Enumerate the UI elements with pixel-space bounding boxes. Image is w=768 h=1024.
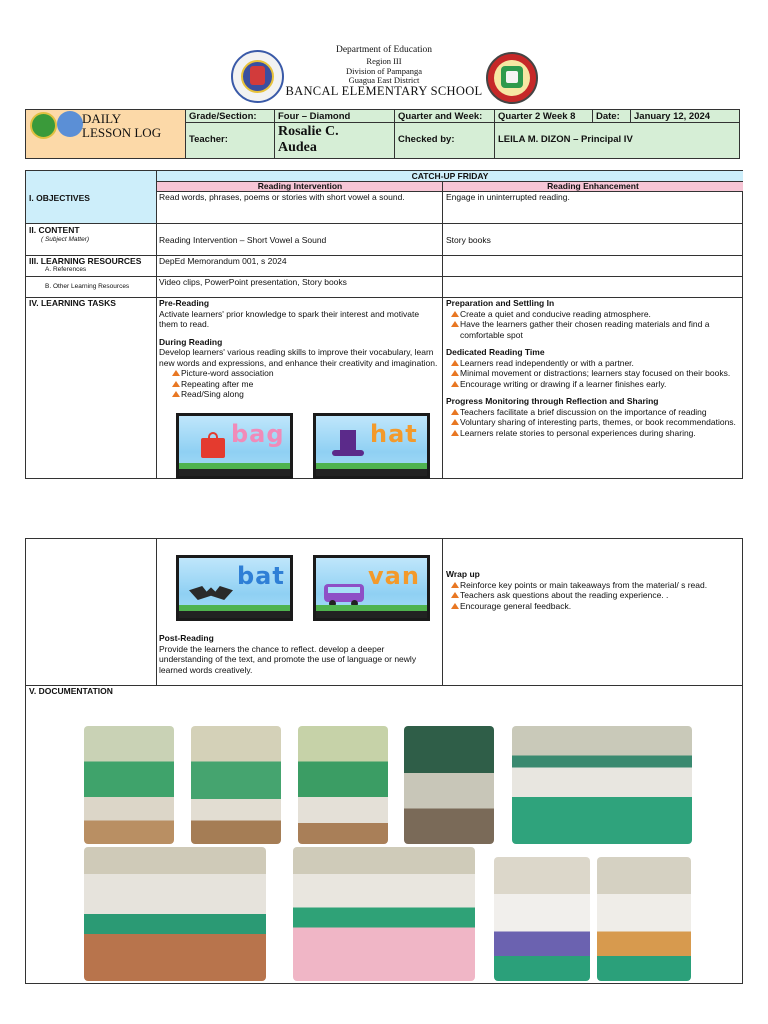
slide-bag [176,413,293,479]
district-name: Guagua East District [348,75,420,85]
objectives-enhancement: Engage in uninterrupted reading. [446,192,570,202]
wrapup [446,569,738,611]
slide-word-hat: hat [370,420,418,448]
references-value: DepEd Memorandum 001, s 2024 [159,256,287,266]
dedicated-title: Dedicated Reading Time [446,347,545,357]
grade-label: Grade/Section: [186,110,275,123]
region-name: Region III [366,56,402,66]
documentation-photo-9 [597,857,691,981]
documentation-photo-7 [293,847,475,981]
progress-list [446,407,738,439]
intervention-header: Reading Intervention [257,181,343,191]
tasks-label: IV. LEARNING TASKS [29,298,116,308]
bat-picture [189,586,233,600]
documentation-photo-6 [84,847,266,981]
pre-reading-title: Pre-Reading [159,298,210,308]
quarter-value: Quarter 2 Week 8 [495,110,593,123]
wrapup-title: Wrap up [446,569,480,579]
list-item: Reinforce key points or main takeaways from the material/ s read. [446,580,738,591]
resources-label: III. LEARNING RESOURCES [29,256,142,266]
catchup-title: CATCH-UP FRIDAY [411,171,489,181]
list-item: Read/Sing along [167,389,439,400]
slide-word-van: van [368,562,420,590]
documentation-photo-2 [191,726,281,844]
title-line-2: LESSON LOG [82,125,162,140]
progress-title: Progress Monitoring through Reflection and Sharing [446,396,659,406]
slide-hat [313,413,430,479]
enhancement-header: Reading Enhancement [547,181,639,191]
documentation-photo-4 [404,726,494,844]
list-item: Learners read independently or with a partner. [446,358,738,369]
teacher-value [275,123,395,158]
lesson-table-page-1 [25,170,743,479]
content-intervention: Reading Intervention – Short Vowel a Sound [159,235,327,245]
list-item: Minimal movement or distractions; learners stay focused on their books. [446,368,738,379]
depEd-logo-icon [30,112,57,139]
blue-circle-icon [57,111,83,137]
prep-title: Preparation and Settling In [446,298,555,308]
division-name: Division of Pampanga [345,66,423,76]
grade-value: Four – Diamond [275,110,395,123]
slide-bat [176,555,293,621]
content-label: II. CONTENT [29,225,80,235]
documentation-photo-8 [494,857,590,981]
intervention-tasks [159,298,439,400]
documentation-photo-1 [84,726,174,844]
documentation-photo-5 [512,726,692,844]
list-item: Picture-word association [167,368,439,379]
content-sub: ( Subject Matter) [41,236,90,243]
title-line-1: DAILY [82,111,122,126]
title-cell [26,110,186,158]
prep-list [446,309,738,341]
slide-van [313,555,430,621]
bag-picture [201,438,225,458]
during-reading-text: Develop learners' various reading skills to improve their vocabulary, learn new words and expressions, and enhance their creativity and imagination. [159,347,438,368]
list-item: Encourage writing or drawing if a learner finishes early. [446,379,738,390]
content-enhancement: Story books [446,235,491,245]
other-resources-label: B. Other Learning Resources [45,283,130,290]
date-value: January 12, 2024 [631,110,739,123]
list-item: Encourage general feedback. [446,601,738,612]
list-item: Teachers facilitate a brief discussion on the importance of reading [446,407,738,418]
wrapup-list [446,580,738,612]
teacher-label: Teacher: [186,123,275,158]
post-reading-title: Post-Reading [159,633,214,643]
teacher-name-line-2: Audea [278,140,317,155]
checked-value: LEILA M. DIZON – Principal IV [498,134,633,145]
documentation-label: V. DOCUMENTATION [29,686,113,696]
list-item: Create a quiet and conducive reading atmosphere. [446,309,738,320]
list-item: Teachers ask questions about the reading experience. . [446,590,738,601]
dedicated-list [446,358,738,390]
slide-word-bag: bag [231,420,285,448]
lesson-info-table [25,109,740,159]
references-label: A. References [45,266,87,273]
slide-word-bat: bat [237,562,285,590]
during-reading-title: During Reading [159,336,223,347]
enhancement-tasks [446,298,738,438]
list-item: Learners relate stories to personal experiences during sharing. [446,428,738,439]
quarter-label: Quarter and Week: [395,110,495,123]
post-reading-text: Provide the learners the chance to reflect. develop a deeper understanding of the text, and promote the use of language or newly learned words creatively. [159,643,417,675]
documentation-photo-3 [298,726,388,844]
teacher-name-line-1: Rosalie C. [278,124,339,139]
department-name: Department of Education [335,45,433,55]
objectives-intervention: Read words, phrases, poems or stories with short vowel a sound. [159,192,405,202]
hat-picture [340,430,356,452]
list-item: Voluntary sharing of interesting parts, themes, or book recommendations. [446,417,738,428]
during-reading-list [167,368,439,400]
checked-label: Checked by: [395,123,495,158]
objectives-label: I. OBJECTIVES [29,193,90,203]
other-resources-value: Video clips, PowerPoint presentation, Story books [159,277,347,287]
pre-reading-text: Activate learners' prior knowledge to spark their interest and motivate them to read. [159,308,420,329]
list-item: Have the learners gather their chosen reading materials and find a comfortable spot [446,319,738,340]
list-item: Repeating after me [167,379,439,390]
date-label: Date: [593,110,631,123]
lesson-table-page-2 [25,538,743,984]
post-reading [159,633,439,675]
school-name: BANCAL ELEMENTARY SCHOOL [285,84,483,98]
